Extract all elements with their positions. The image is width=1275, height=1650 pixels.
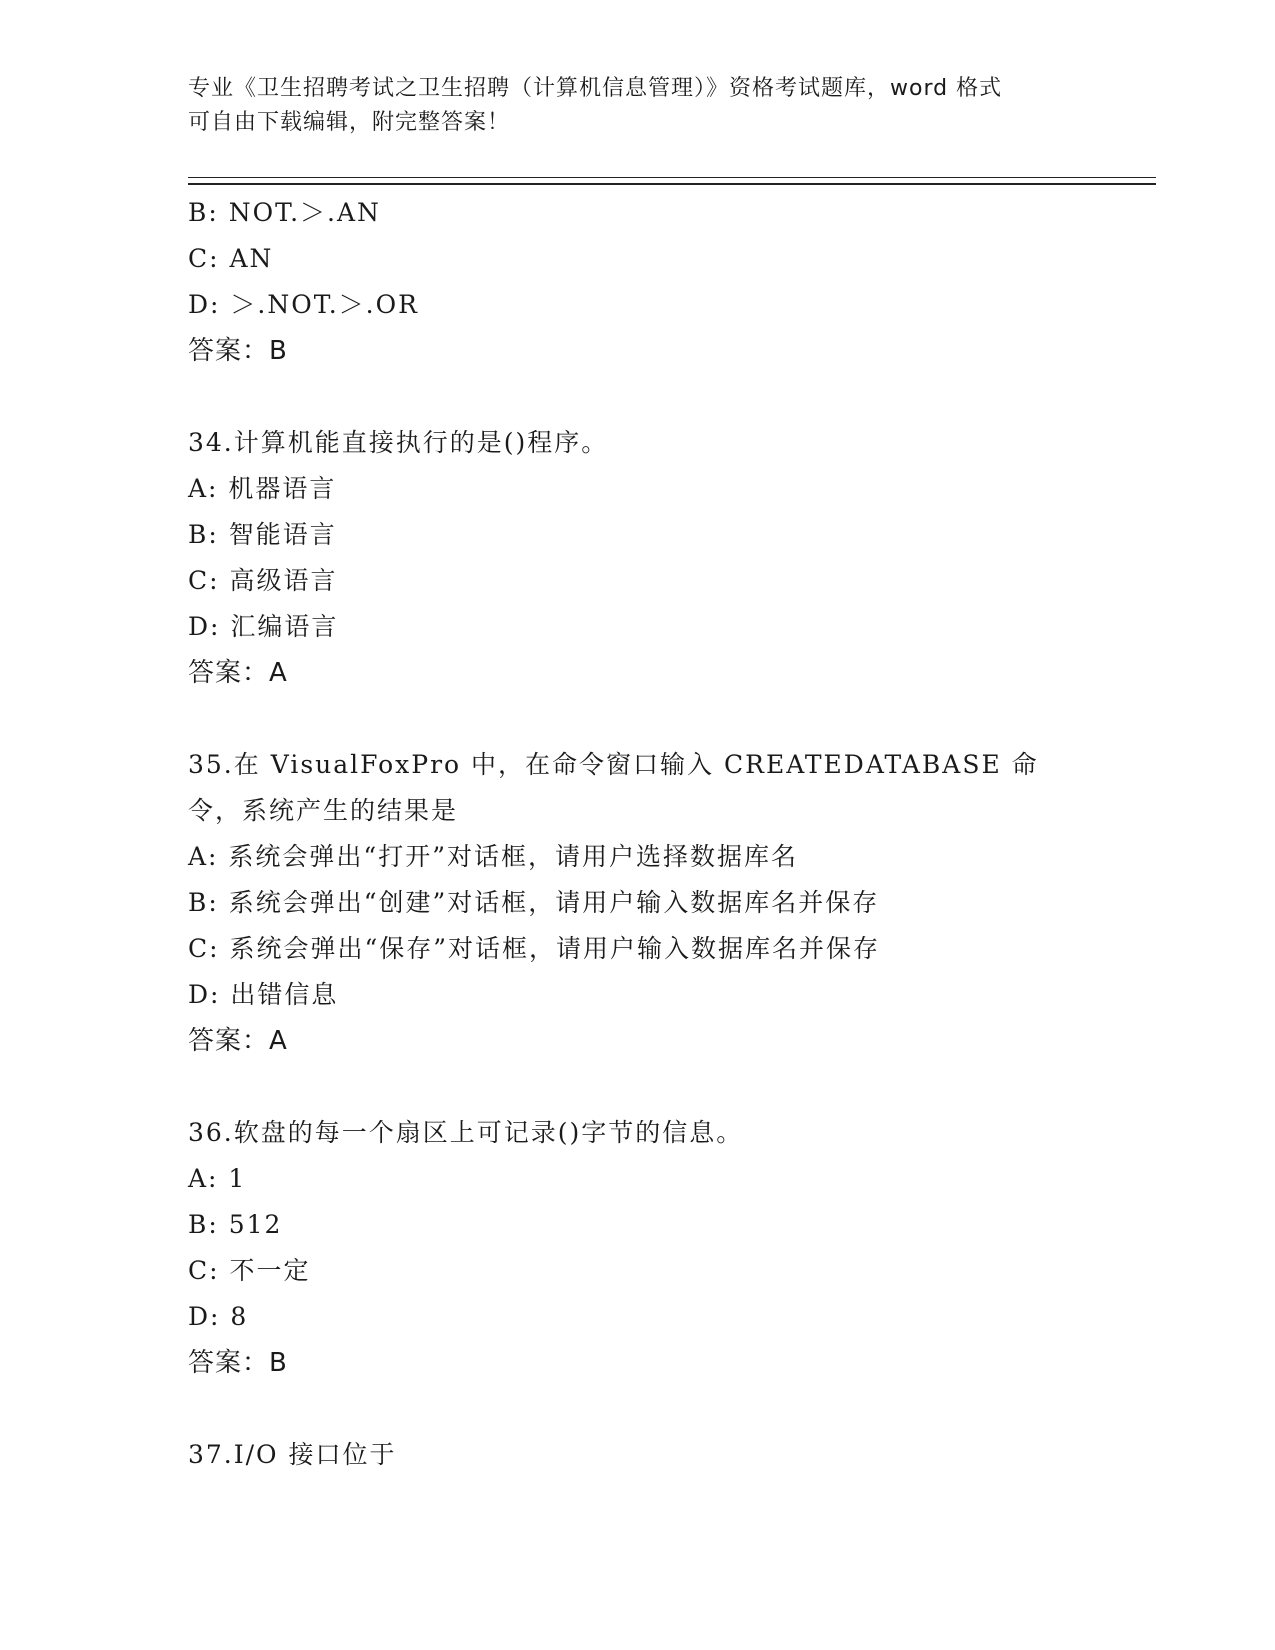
question-text: 37.I/O 接口位于 xyxy=(188,1440,397,1469)
option-a: A: 系统会弹出“打开”对话框，请用户选择数据库名 xyxy=(188,842,798,871)
option-b: B: 512 xyxy=(188,1210,283,1239)
question-36 xyxy=(188,1110,1188,1386)
header-line-2: 可自由下载编辑，附完整答案！ xyxy=(188,110,511,135)
answer: 答案：A xyxy=(188,658,288,688)
answer: 答案：A xyxy=(188,1026,288,1056)
answer: 答案：B xyxy=(188,336,288,366)
spacer xyxy=(188,1386,1188,1432)
spacer xyxy=(188,374,1188,420)
option-c: C: 高级语言 xyxy=(188,566,338,595)
question-text: 36.软盘的每一个扇区上可记录()字节的信息。 xyxy=(188,1118,744,1147)
option-b: B: 智能语言 xyxy=(188,520,337,549)
option-d: D: 汇编语言 xyxy=(188,612,339,641)
document-header xyxy=(188,72,1088,140)
option-b: B: 系统会弹出“创建”对话框，请用户输入数据库名并保存 xyxy=(188,888,880,917)
question-text: 34.计算机能直接执行的是()程序。 xyxy=(188,428,609,457)
question-37 xyxy=(188,1432,1188,1478)
question-33 xyxy=(188,190,1188,374)
question-list xyxy=(188,190,1188,1478)
question-35 xyxy=(188,742,1188,1064)
option-c: C: 不一定 xyxy=(188,1256,311,1285)
option-b: B: NOT.＞.AN xyxy=(188,198,381,227)
option-d: D: 8 xyxy=(188,1302,249,1331)
answer: 答案：B xyxy=(188,1348,288,1378)
option-a: A: 机器语言 xyxy=(188,474,337,503)
question-34 xyxy=(188,420,1188,696)
option-c: C: 系统会弹出“保存”对话框，请用户输入数据库名并保存 xyxy=(188,934,881,963)
option-d: D: ＞.NOT.＞.OR xyxy=(188,290,419,319)
header-divider xyxy=(188,177,1156,185)
option-d: D: 出错信息 xyxy=(188,980,339,1009)
option-c: C: AN xyxy=(188,244,274,273)
option-a: A: 1 xyxy=(188,1164,247,1193)
spacer xyxy=(188,696,1188,742)
question-text: 35.在 VisualFoxPro 中，在命令窗口输入 CREATEDATABASE 命令，系统产生的结果是 xyxy=(188,750,1039,825)
spacer xyxy=(188,1064,1188,1110)
header-line-1: 专业《卫生招聘考试之卫生招聘（计算机信息管理）》资格考试题库，word 格式 xyxy=(188,76,1003,101)
